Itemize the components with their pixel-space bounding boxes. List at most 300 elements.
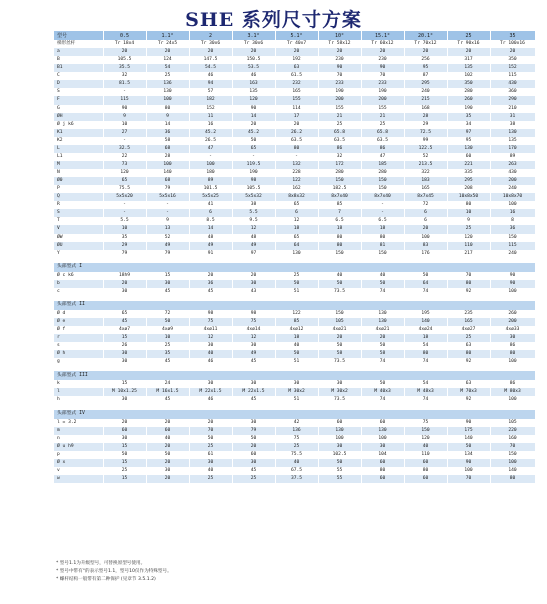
table-cell: 7 [318, 209, 361, 217]
table-cell: 114 [275, 105, 318, 113]
table-cell: 72.5 [404, 129, 447, 137]
table-cell: 45 [232, 467, 275, 475]
table-row [54, 250, 535, 258]
section-header [54, 410, 535, 419]
table-cell: 210 [490, 105, 535, 113]
table-row [54, 40, 535, 48]
row-label: a [54, 48, 103, 56]
table-cell: 115 [490, 242, 535, 250]
table-cell: 63.5 [361, 137, 404, 145]
table-cell: 24 [146, 380, 189, 388]
section-header [54, 301, 535, 310]
table-cell: 81.5 [103, 80, 146, 88]
table-cell: 165 [447, 318, 490, 326]
table-cell: 50 [232, 435, 275, 443]
table-cell: 60 [232, 451, 275, 459]
table-cell: 72 [146, 310, 189, 318]
table-cell: 12 [232, 225, 275, 233]
table-cell: 18 [275, 334, 318, 342]
table-cell: 190 [318, 88, 361, 96]
table-cell: 232 [275, 80, 318, 88]
table-cell: 9 [447, 217, 490, 225]
table-cell: 58 [318, 350, 361, 358]
table-cell: 30 [103, 358, 146, 366]
table-cell: 192 [275, 56, 318, 64]
table-row [54, 451, 535, 459]
row-label: ØW [54, 234, 103, 242]
table-cell: Tr 30x6 [189, 40, 232, 48]
table-cell: 150 [318, 177, 361, 185]
table-cell: 20 [146, 48, 189, 56]
table-row [54, 105, 535, 113]
table-cell: 30 [146, 280, 189, 288]
table-cell: 9 [146, 217, 189, 225]
table-cell: 140 [404, 318, 447, 326]
section-title: 头部型式 II [54, 301, 535, 310]
table-row [54, 318, 535, 326]
row-label: Ø f [54, 326, 103, 334]
row-label: 梯形丝杆 [54, 40, 103, 48]
table-cell: 97 [447, 129, 490, 137]
table-cell: 168 [404, 105, 447, 113]
table-cell: 18 [275, 225, 318, 233]
table-row [54, 334, 535, 342]
table-cell: 83 [404, 242, 447, 250]
table-cell: 110 [447, 242, 490, 250]
table-cell: 100 [490, 358, 535, 366]
row-label: T [54, 217, 103, 225]
row-label: k [54, 380, 103, 388]
table-cell: 115 [490, 72, 535, 80]
table-cell: 215 [404, 96, 447, 104]
footnote: * 型号中带有°的表示型号1.1，型号10仅作为特殊型号。 [56, 569, 172, 574]
table-row [54, 64, 535, 72]
table-cell: 80 [318, 234, 361, 242]
table-cell: 228 [275, 169, 318, 177]
table-row [54, 443, 535, 451]
table-cell: 30 [232, 380, 275, 388]
table-row [54, 56, 535, 64]
section-header [54, 263, 535, 272]
table-cell: 52 [404, 153, 447, 161]
table-cell: 65 [275, 201, 318, 209]
table-cell: 150 [361, 250, 404, 258]
table-cell: 25 [275, 443, 318, 451]
table-cell: 50 [275, 350, 318, 358]
table-cell: 4xø14 [232, 326, 275, 334]
table-cell: 256 [404, 56, 447, 64]
table-cell: 80 [490, 350, 535, 358]
table-cell: 25 [146, 342, 189, 350]
table-cell: 45.2 [232, 129, 275, 137]
table-row [54, 419, 535, 427]
table-cell: 233 [318, 80, 361, 88]
row-label: Ø d [54, 310, 103, 318]
table-cell: 26.5 [189, 137, 232, 145]
table-cell: 63 [447, 380, 490, 388]
table-cell: 162 [275, 185, 318, 193]
table-row [54, 467, 535, 475]
table-cell: 10 [103, 121, 146, 129]
table-cell: 9 [146, 113, 189, 121]
table-cell: 6 [404, 217, 447, 225]
table-row [54, 396, 535, 404]
table-cell: 30 [189, 380, 232, 388]
table-row [54, 350, 535, 358]
table-cell: 115 [103, 96, 146, 104]
table-cell: 75 [404, 419, 447, 427]
table-cell: 150 [404, 427, 447, 435]
row-label: Ø x [54, 459, 103, 467]
table-cell: 86 [490, 380, 535, 388]
table-cell: 79 [146, 185, 189, 193]
table-cell: Tr 60x12 [361, 40, 404, 48]
table-cell: 4xø21 [318, 326, 361, 334]
row-label: G [54, 105, 103, 113]
table-cell: 45 [232, 358, 275, 366]
table-cell: 38 [490, 121, 535, 129]
table-cell: 100 [361, 435, 404, 443]
table-cell: 25 [189, 443, 232, 451]
table-cell: 67.5 [275, 467, 318, 475]
table-cell: 175 [447, 427, 490, 435]
table-cell: 30 [189, 459, 232, 467]
table-cell: 80 [447, 350, 490, 358]
table-row [54, 280, 535, 288]
table-cell: 28 [404, 113, 447, 121]
table-cell: 60 [404, 475, 447, 483]
table-cell: - [361, 209, 404, 217]
table-cell: 60 [447, 153, 490, 161]
table-cell: 20 [232, 443, 275, 451]
table-cell: 20 [146, 459, 189, 467]
table-cell: 35 [490, 31, 535, 40]
table-cell: 11 [189, 113, 232, 121]
table-cell: 98 [189, 310, 232, 318]
table-cell: 42 [275, 419, 318, 427]
table-cell: 20 [318, 48, 361, 56]
table-cell: 105.5 [103, 56, 146, 64]
table-cell: 430 [490, 80, 535, 88]
table-cell: 65 [103, 310, 146, 318]
table-cell: M 80x3 [490, 388, 535, 396]
table-cell: 136 [146, 80, 189, 88]
table-cell: 95 [447, 137, 490, 145]
table-body [54, 31, 535, 483]
table-cell: 45 [146, 288, 189, 296]
table-cell: 74 [404, 358, 447, 366]
table-cell: 46 [189, 358, 232, 366]
table-row [54, 48, 535, 56]
table-cell: 36 [146, 129, 189, 137]
table-cell: 25 [146, 72, 189, 80]
table-cell: 73.5 [318, 358, 361, 366]
table-cell: 70 [189, 427, 232, 435]
table-cell: 260 [490, 310, 535, 318]
table-cell: 46 [189, 396, 232, 404]
table-cell: 47 [361, 153, 404, 161]
row-label: B [54, 56, 103, 64]
table-cell: 79 [232, 427, 275, 435]
row-label: c [54, 288, 103, 296]
table-cell: 110 [404, 451, 447, 459]
table-cell: 30 [490, 334, 535, 342]
table-cell: 74 [404, 396, 447, 404]
row-label: L [54, 145, 103, 153]
table-cell: 48 [232, 234, 275, 242]
table-cell: 41 [189, 201, 232, 209]
table-cell: 75 [232, 318, 275, 326]
table-cell: 3.1° [232, 31, 275, 40]
table-cell: 20 [232, 48, 275, 56]
row-label: m [54, 427, 103, 435]
row-label: Ø u h9 [54, 443, 103, 451]
table-cell: 60 [361, 475, 404, 483]
table-cell: - [146, 209, 189, 217]
table-cell: 182 [189, 96, 232, 104]
table-cell: 20 [146, 419, 189, 427]
table-cell: 50 [318, 280, 361, 288]
table-cell: 15 [103, 443, 146, 451]
table-cell: 100 [490, 201, 535, 209]
row-label: h [54, 396, 103, 404]
table-cell: 89 [189, 177, 232, 185]
table-cell: 30 [232, 342, 275, 350]
table-cell: 70 [490, 443, 535, 451]
table-cell: 221 [447, 161, 490, 169]
table-cell: 31 [490, 113, 535, 121]
table-cell: 30 [189, 342, 232, 350]
table-cell: 190 [232, 169, 275, 177]
table-cell: 20 [318, 334, 361, 342]
row-label: N [54, 169, 103, 177]
table-cell: 14 [146, 121, 189, 129]
table-cell: 120 [404, 435, 447, 443]
table-cell: Tr 58x12 [318, 40, 361, 48]
table-cell: 90 [447, 459, 490, 467]
row-label: Q [54, 193, 103, 201]
table-header-row [54, 31, 535, 40]
table-cell: M 30x2 [318, 388, 361, 396]
table-cell: 165 [404, 185, 447, 193]
row-label: L1 [54, 153, 103, 161]
table-cell: 55 [318, 475, 361, 483]
row-label: Ø0 [54, 177, 103, 185]
table-cell: 150 [361, 177, 404, 185]
table-cell: 4xø12 [275, 326, 318, 334]
table-cell: 9 [103, 113, 146, 121]
table-cell: 50 [103, 451, 146, 459]
table-cell: 5.5 [103, 217, 146, 225]
table-cell: 155 [318, 105, 361, 113]
table-cell: 40 [318, 272, 361, 280]
table-cell: Tr 70x12 [404, 40, 447, 48]
table-row [54, 185, 535, 193]
table-cell: 100 [447, 467, 490, 475]
table-row [54, 209, 535, 217]
table-cell: - [232, 153, 275, 161]
section-title: 头部型式 I [54, 263, 535, 272]
row-label: 型号 [54, 31, 103, 40]
table-cell: 25 [103, 467, 146, 475]
table-cell: 240 [490, 185, 535, 193]
table-cell: - [146, 201, 189, 209]
table-cell: 25 [189, 475, 232, 483]
table-cell: 140 [146, 169, 189, 177]
table-cell: 260 [447, 96, 490, 104]
table-cell: 15 [103, 334, 146, 342]
table-cell: - [103, 137, 146, 145]
table-cell: 183 [404, 177, 447, 185]
table-cell: 4xø27 [447, 326, 490, 334]
table-cell: 220 [490, 427, 535, 435]
table-cell: 130 [361, 310, 404, 318]
table-cell: 54 [146, 64, 189, 72]
table-cell: 90 [490, 280, 535, 288]
section-title: 头部型式 III [54, 371, 535, 380]
table-cell: 50 [189, 435, 232, 443]
table-cell: 80 [361, 234, 404, 242]
table-cell: 73.5 [318, 396, 361, 404]
table-cell: 100 [490, 459, 535, 467]
table-cell: 28 [146, 153, 189, 161]
table-cell: 50 [404, 272, 447, 280]
table-cell: 63.5 [275, 137, 318, 145]
table-cell: 152 [189, 105, 232, 113]
table-cell: 80 [275, 145, 318, 153]
table-cell: 170 [490, 145, 535, 153]
table-cell: 51 [275, 396, 318, 404]
row-label: n [54, 435, 103, 443]
table-cell: 100 [189, 161, 232, 169]
table-cell: 240 [404, 88, 447, 96]
table-cell: 18 [318, 225, 361, 233]
row-label: K1 [54, 129, 103, 137]
table-cell: 135 [447, 64, 490, 72]
table-cell: 85 [275, 318, 318, 326]
table-row [54, 242, 535, 250]
row-label: D [54, 80, 103, 88]
table-row [54, 225, 535, 233]
table-cell: 40 [275, 459, 318, 467]
table-cell: 20 [103, 280, 146, 288]
table-cell: 29 [103, 242, 146, 250]
row-label: l = 3.2 [54, 419, 103, 427]
table-cell: 6.5 [318, 217, 361, 225]
table-cell: 105 [490, 419, 535, 427]
table-cell: 20 [189, 272, 232, 280]
table-cell: 130 [447, 145, 490, 153]
table-cell: 172 [318, 161, 361, 169]
table-cell: 50 [361, 380, 404, 388]
row-label: ØU [54, 242, 103, 250]
table-cell: 64 [404, 280, 447, 288]
table-cell: 30 [103, 435, 146, 443]
table-cell: 4xø11 [189, 326, 232, 334]
table-cell: 190 [447, 105, 490, 113]
table-cell: 65.8 [361, 129, 404, 137]
table-row [54, 72, 535, 80]
table-cell: 40 [189, 350, 232, 358]
row-label: V [54, 225, 103, 233]
table-cell: 70 [361, 72, 404, 80]
table-cell: 60 [361, 459, 404, 467]
table-cell: 20 [404, 48, 447, 56]
table-cell: 130 [146, 88, 189, 96]
table-cell: 6 [404, 209, 447, 217]
table-row [54, 88, 535, 96]
table-cell: 295 [404, 80, 447, 88]
table-cell: 60 [318, 419, 361, 427]
table-cell: 10x8x70 [490, 193, 535, 201]
table-cell: 180 [189, 169, 232, 177]
row-label: P [54, 185, 103, 193]
table-cell: 68 [146, 177, 189, 185]
table-cell: - [103, 88, 146, 96]
table-cell: 20 [232, 272, 275, 280]
table-cell: 38 [232, 201, 275, 209]
table-cell: 8x7x40 [361, 193, 404, 201]
table-cell: 50 [361, 280, 404, 288]
row-label: p [54, 451, 103, 459]
table-row [54, 201, 535, 209]
table-cell: 75.5 [103, 185, 146, 193]
table-cell: 68 [146, 145, 189, 153]
table-cell: M 30x2 [275, 388, 318, 396]
table-cell: 74 [404, 288, 447, 296]
table-cell: 40 [189, 467, 232, 475]
table-cell: M 16x1.5 [146, 388, 189, 396]
table-cell: 20 [146, 475, 189, 483]
table-cell: 14 [232, 113, 275, 121]
table-cell: 26.2 [275, 129, 318, 137]
table-cell: 100 [146, 96, 189, 104]
table-cell: 100 [490, 288, 535, 296]
row-label: R [54, 201, 103, 209]
table-cell: 140 [447, 435, 490, 443]
table-cell: 322 [404, 169, 447, 177]
table-cell: 213.5 [404, 161, 447, 169]
table-cell: 230 [318, 56, 361, 64]
table-cell: 46 [189, 72, 232, 80]
table-cell: 102 [447, 72, 490, 80]
table-cell: 20 [189, 419, 232, 427]
table-row [54, 145, 535, 153]
table-cell: 58 [146, 137, 189, 145]
table-row [54, 217, 535, 225]
table-cell: 30 [103, 396, 146, 404]
table-cell: 134 [447, 451, 490, 459]
table-cell: 20 [275, 48, 318, 56]
table-cell: 30 [232, 280, 275, 288]
table-cell: 10x8x50 [447, 193, 490, 201]
table-cell: 5x5x16 [146, 193, 189, 201]
table-cell: 35 [103, 234, 146, 242]
table-cell: 86 [490, 342, 535, 350]
table-cell: - [275, 153, 318, 161]
table-cell: 217 [447, 250, 490, 258]
table-cell: 8x7x40 [318, 193, 361, 201]
table-cell: 150.5 [232, 56, 275, 64]
table-cell: 74 [361, 358, 404, 366]
table-cell: 290 [490, 96, 535, 104]
table-cell: 350 [490, 56, 535, 64]
table-cell: 85 [318, 201, 361, 209]
table-cell: 25 [447, 225, 490, 233]
table-cell: 30 [275, 380, 318, 388]
table-cell: 60 [361, 419, 404, 427]
table-cell: 92 [447, 358, 490, 366]
